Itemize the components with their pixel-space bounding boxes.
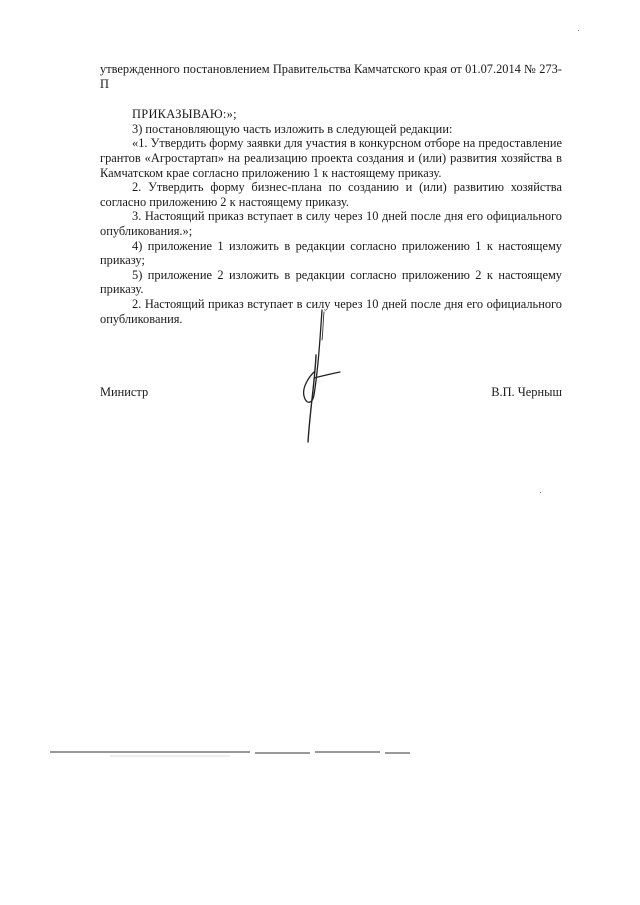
footer-divider <box>50 748 420 760</box>
signer-name: В.П. Черныш <box>491 385 562 399</box>
paragraph-clause-2: 2. Утвердить форму бизнес-плана по созданию и (или) развитию хозяйства согласно приложению 2 к настоящему приказу. <box>100 180 562 209</box>
handwritten-signature <box>284 300 354 450</box>
paragraph-clause-1: «1. Утвердить форму заявки для участия в конкурсном отборе на предоставление грантов «Агростартап» на реализацию проекта создания и (или) развития хозяйства в Камчатском крае согласно приложению 1 к настоящему приказу. <box>100 136 562 180</box>
paragraph-item-5: 5) приложение 2 изложить в редакции согласно приложению 2 к настоящему приказу. <box>100 267 562 297</box>
paragraph-point-2: 2. Настоящий приказ вступает в силу через 10 дней после дня его официального опубликования. <box>100 296 562 326</box>
document-body <box>100 62 562 326</box>
paragraph-clause-3: 3. Настоящий приказ вступает в силу через 10 дней после дня его официального опубликования.»; <box>100 209 562 238</box>
order-heading: ПРИКАЗЫВАЮ:»; <box>132 107 237 122</box>
intro-paragraph: утвержденного постановлением Правительства Камчатского края от 01.07.2014 № 273-П <box>100 62 562 91</box>
scan-speck <box>540 492 541 493</box>
paragraph-item-4: 4) приложение 1 изложить в редакции согласно приложению 1 к настоящему приказу; <box>100 238 562 268</box>
signer-title: Министр <box>100 385 149 399</box>
scan-speck <box>578 30 579 31</box>
paragraph-item-3: 3) постановляющую часть изложить в следующей редакции: <box>132 121 453 136</box>
